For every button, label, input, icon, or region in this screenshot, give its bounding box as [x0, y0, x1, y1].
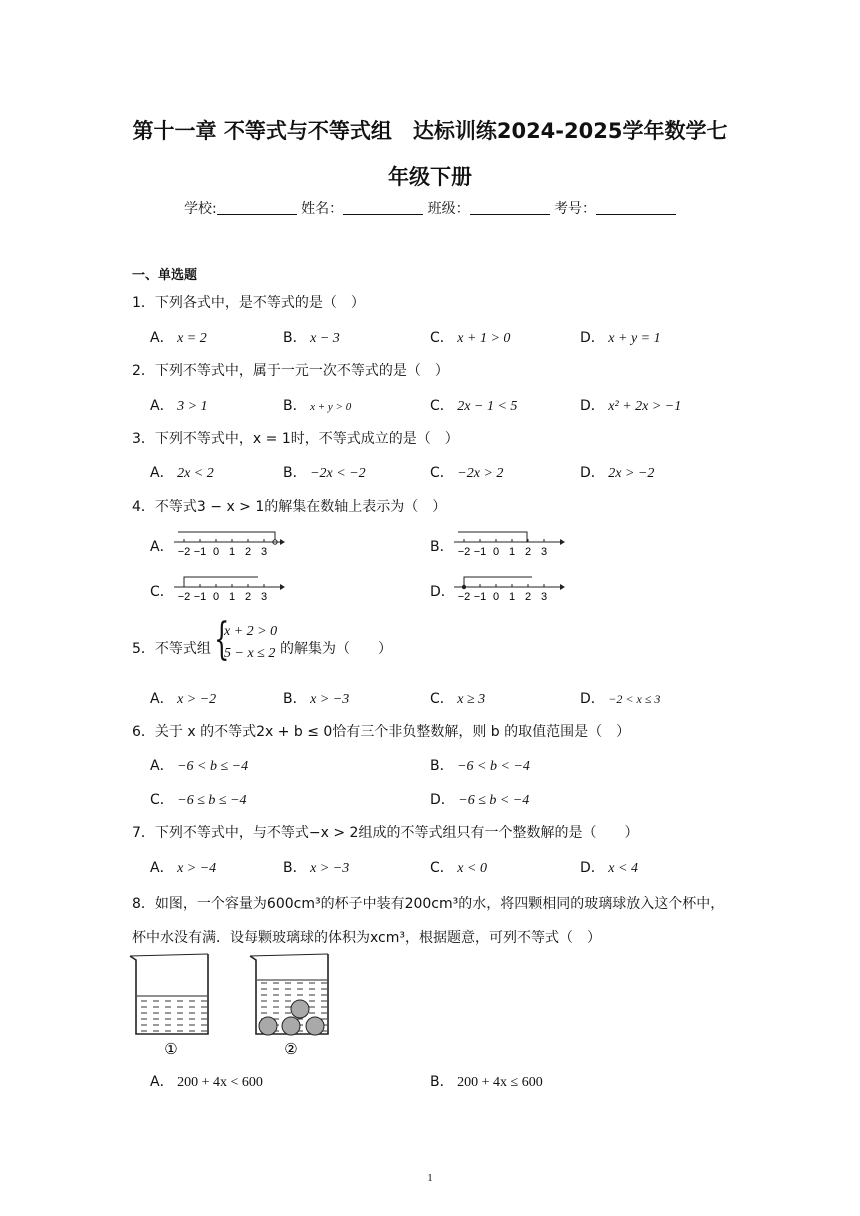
q6-option-c[interactable] [150, 789, 247, 809]
beaker-figure [128, 950, 348, 1062]
class-label: 班级： [427, 201, 470, 217]
option-text: x > −3 [310, 692, 350, 707]
option-letter: B． [283, 465, 307, 481]
number-line-c [172, 571, 287, 603]
question-8-stem-line-1: 8．如图，一个容量为600cm³的杯子中装有200cm³的水，将四颗相同的玻璃球放入这个杯中， [132, 896, 725, 912]
q2-option-a[interactable] [150, 395, 208, 415]
question-1-stem: 1．下列各式中，是不等式的是（ ） [132, 295, 365, 311]
q7-option-d[interactable] [580, 857, 638, 877]
option-letter: C． [430, 465, 454, 481]
option-text: x + y > 0 [310, 401, 352, 413]
axis-tick-label: −1 [473, 546, 487, 558]
q4-option-c[interactable] [150, 581, 174, 601]
option-letter: C． [430, 860, 454, 876]
option-text: 2x − 1 < 5 [457, 399, 518, 414]
exam-no-blank[interactable] [596, 200, 676, 215]
question-7-stem: 7．下列不等式中，与不等式−x > 2组成的不等式组只有一个整数解的是（ ） [132, 825, 639, 841]
q7-option-a[interactable] [150, 857, 216, 877]
option-text: −6 < b ≤ −4 [177, 759, 249, 774]
option-text: 3 > 1 [177, 399, 208, 414]
q3-option-a[interactable] [150, 462, 214, 482]
q3-option-d[interactable] [580, 462, 654, 482]
section-heading: 一、单选题 [132, 268, 198, 283]
q2-option-c[interactable] [430, 395, 517, 415]
option-text: x > −3 [310, 861, 350, 876]
option-letter: B． [430, 758, 454, 774]
glass-ball [282, 1017, 300, 1035]
option-letter: A． [150, 398, 174, 414]
glass-ball [259, 1017, 277, 1035]
title-line-2: 年级下册 [388, 165, 472, 189]
option-letter: A． [150, 758, 174, 774]
title-line-1: 第十一章 不等式与不等式组 达标训练2024-2025学年数学七 [132, 119, 728, 143]
option-letter: D． [430, 584, 455, 600]
axis-arrow [560, 584, 565, 590]
axis-tick-label: 2 [524, 591, 532, 603]
student-info-line [0, 198, 860, 218]
water-level-1 [137, 996, 207, 1033]
axis-tick-label: 3 [540, 546, 548, 558]
q7-option-c[interactable] [430, 857, 487, 877]
question-3-stem: 3．下列不等式中，x = 1时，不等式成立的是（ ） [132, 431, 459, 447]
question-5-stem [132, 638, 211, 658]
q4-option-a[interactable] [150, 536, 174, 556]
option-letter: D． [580, 398, 605, 414]
option-letter: B． [283, 691, 307, 707]
axis-tick-label: 1 [508, 546, 516, 558]
q5-option-d[interactable] [580, 688, 660, 708]
axis-tick-label: 3 [260, 546, 268, 558]
option-letter: A． [150, 465, 174, 481]
option-text: x − 3 [310, 331, 340, 346]
option-letter: D． [580, 691, 605, 707]
name-blank[interactable] [343, 200, 423, 215]
option-text: x < 4 [608, 861, 638, 876]
solution-bracket [184, 577, 258, 587]
q4-option-b[interactable] [430, 536, 454, 556]
q6-option-b[interactable] [430, 755, 530, 775]
q6-option-d[interactable] [430, 789, 529, 809]
axis-arrow [280, 539, 285, 545]
option-text: x² + 2x > −1 [608, 399, 682, 414]
q7-option-b[interactable] [283, 857, 349, 877]
system-line-1: x + 2 > 0 [224, 624, 278, 639]
number-line-a [172, 526, 287, 558]
option-letter: C． [430, 330, 454, 346]
axis-arrow [280, 584, 285, 590]
beaker-1 [130, 954, 208, 1058]
figure-label-1: ① [164, 1041, 178, 1058]
axis-tick-label: −1 [473, 591, 487, 603]
axis-tick-label: −2 [177, 591, 191, 603]
axis-tick-label: −2 [177, 546, 191, 558]
axis-tick-label: 0 [212, 546, 220, 558]
stem-suffix: 的解集为（ ） [280, 641, 392, 657]
option-text: −6 < b < −4 [457, 759, 530, 774]
axis-tick-label: 2 [524, 546, 532, 558]
page-number: 1 [427, 1172, 433, 1184]
q1-option-d[interactable] [580, 327, 661, 347]
axis-tick-label: 0 [492, 591, 500, 603]
option-text: −2x < −2 [310, 466, 366, 481]
option-letter: C． [430, 691, 454, 707]
q8-option-a[interactable] [150, 1071, 263, 1091]
option-letter: C． [430, 398, 454, 414]
option-letter: A． [150, 330, 174, 346]
option-letter: A． [150, 860, 174, 876]
option-letter: B． [283, 860, 307, 876]
number-line-d [452, 571, 567, 603]
option-letter: D． [430, 792, 455, 808]
option-text: −2 < x ≤ 3 [608, 692, 661, 706]
q2-option-b[interactable] [283, 395, 351, 415]
axis-tick-label: 2 [244, 591, 252, 603]
option-text: 2x > −2 [608, 466, 655, 481]
option-text: −6 ≤ b ≤ −4 [177, 793, 247, 808]
axis-tick-label: 3 [540, 591, 548, 603]
option-letter: D． [580, 860, 605, 876]
axis-ticks [174, 539, 285, 558]
exam-no-label: 考号： [554, 201, 597, 217]
school-blank[interactable] [217, 200, 297, 215]
name-label: 姓名： [301, 201, 344, 217]
number-line-b [452, 526, 567, 558]
option-text: x + 1 > 0 [457, 331, 511, 346]
option-text: x + y = 1 [608, 331, 661, 346]
solution-bracket [464, 577, 532, 587]
question-2-stem: 2．下列不等式中，属于一元一次不等式的是（ ） [132, 363, 449, 379]
option-letter: C． [150, 584, 174, 600]
option-text: x > −2 [177, 692, 217, 707]
option-letter: B． [283, 398, 307, 414]
q6-option-a[interactable] [150, 755, 248, 775]
solution-bracket [178, 532, 275, 542]
q1-option-c[interactable] [430, 327, 510, 347]
axis-tick-label: 2 [244, 546, 252, 558]
option-text: 200 + 4x ≤ 600 [457, 1075, 543, 1090]
option-text: x > −4 [177, 861, 217, 876]
school-label: 学校: [183, 201, 217, 217]
solution-bracket [458, 532, 527, 542]
option-text: 200 + 4x < 600 [177, 1075, 263, 1090]
option-letter: A． [150, 1074, 174, 1090]
option-letter: D． [580, 330, 605, 346]
axis-tick-label: 0 [212, 591, 220, 603]
option-text: x = 2 [177, 331, 207, 346]
q8-option-b[interactable] [430, 1071, 543, 1091]
option-text: −6 ≤ b < −4 [458, 793, 530, 808]
question-8-stem-line-2: 杯中水没有满．设每颗玻璃球的体积为xcm³，根据题意，可列不等式（ ） [132, 930, 601, 946]
axis-ticks [454, 584, 565, 603]
option-text: 2x < 2 [177, 466, 214, 481]
glass-ball [306, 1017, 324, 1035]
left-brace: { [214, 614, 230, 665]
axis-tick-label: −1 [193, 591, 207, 603]
option-text: x < 0 [457, 861, 487, 876]
question-4-stem: 4．不等式3 − x > 1的解集在数轴上表示为（ ） [132, 499, 447, 515]
beaker-2 [250, 954, 328, 1058]
axis-tick-label: 1 [508, 591, 516, 603]
axis-tick-label: 1 [228, 546, 236, 558]
q2-option-d[interactable] [580, 395, 681, 415]
q3-option-b[interactable] [283, 462, 366, 482]
axis-tick-label: −2 [457, 546, 471, 558]
axis-tick-label: 0 [492, 546, 500, 558]
axis-tick-label: −2 [457, 591, 471, 603]
stem-prefix: 5．不等式组 [132, 641, 211, 657]
axis-ticks [454, 539, 565, 558]
axis-tick-label: 3 [260, 591, 268, 603]
class-blank[interactable] [470, 200, 550, 215]
glass-ball [291, 1000, 309, 1018]
axis-tick-label: −1 [193, 546, 207, 558]
option-letter: A． [150, 539, 174, 555]
q3-option-c[interactable] [430, 462, 503, 482]
option-text: x ≥ 3 [457, 692, 486, 707]
figure-label-2: ② [284, 1041, 298, 1058]
q5-option-c[interactable] [430, 688, 485, 708]
axis-arrow [560, 539, 565, 545]
q5-option-b[interactable] [283, 688, 349, 708]
option-text: −2x > 2 [457, 466, 504, 481]
option-letter: B． [430, 1074, 454, 1090]
system-line-2: 5 − x ≤ 2 [224, 646, 276, 661]
question-6-stem: 6．关于 x 的不等式2x + b ≤ 0恰有三个非负整数解，则 b 的取值范围是（ ） [132, 724, 631, 740]
q1-option-a[interactable] [150, 327, 207, 347]
option-letter: B． [430, 539, 454, 555]
axis-ticks [174, 584, 285, 603]
option-letter: C． [150, 792, 174, 808]
q1-option-b[interactable] [283, 327, 340, 347]
option-letter: A． [150, 691, 174, 707]
q5-option-a[interactable] [150, 688, 216, 708]
option-letter: B． [283, 330, 307, 346]
axis-tick-label: 1 [228, 591, 236, 603]
option-letter: D． [580, 465, 605, 481]
